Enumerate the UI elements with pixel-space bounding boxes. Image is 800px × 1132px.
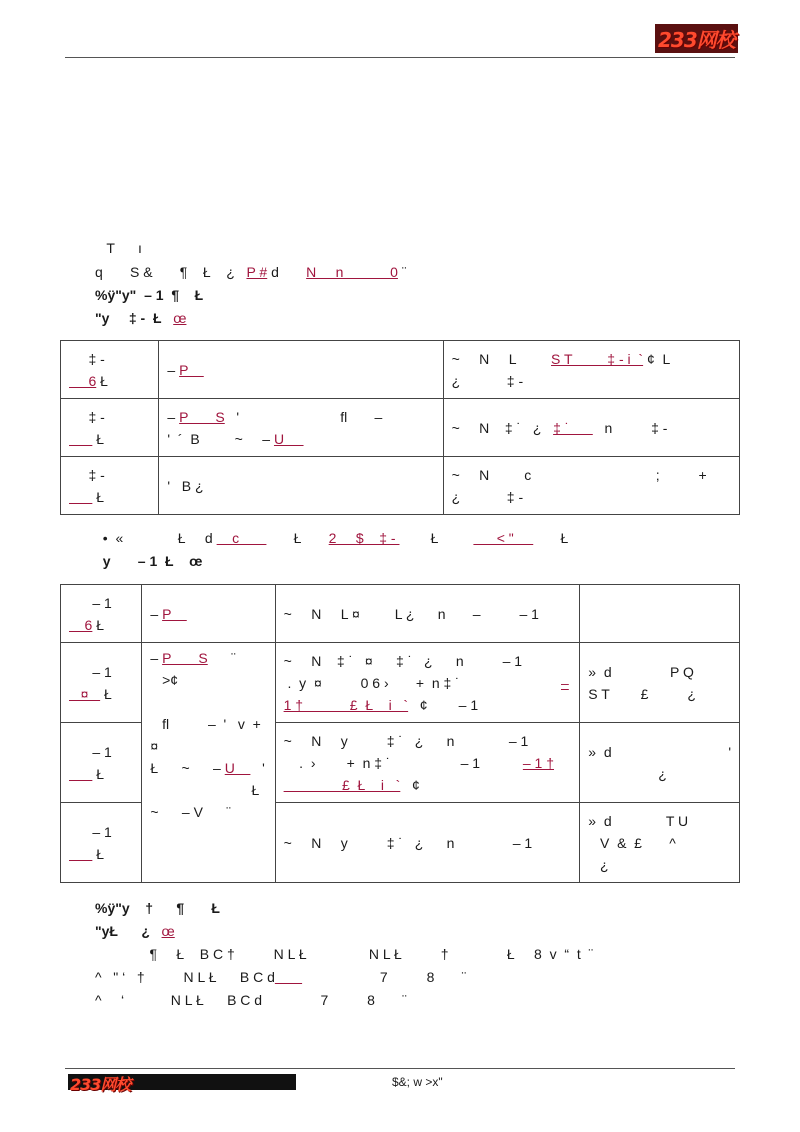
text-span: Ł	[92, 845, 105, 862]
text-span: –	[150, 650, 163, 666]
table-1	[60, 340, 740, 515]
table-cell	[443, 341, 739, 399]
text-span: y – 1 Ł œ	[95, 553, 203, 569]
table-cell	[443, 399, 739, 457]
table-cell	[61, 341, 159, 399]
text-span: ¢ – 1	[408, 696, 479, 713]
table-cell	[580, 723, 740, 803]
text-span: 6	[69, 616, 93, 633]
text-span: %ÿ"y" – 1 ¶ Ł	[95, 287, 204, 303]
text-span: 6	[69, 372, 97, 389]
text-span: ~ N L	[451, 350, 552, 367]
text-line	[95, 969, 466, 985]
text-span: Ł	[92, 765, 105, 782]
text-span: P	[179, 361, 204, 378]
text-line	[95, 264, 407, 280]
text-span: "y ‡ - Ł	[95, 310, 174, 326]
text-span: ~ N y ‡ ˙ ¿ n – 1 . › + n ‡ ˙ – 1	[283, 732, 529, 771]
text-span: ‡ -	[88, 466, 105, 483]
text-span	[69, 846, 92, 862]
table-cell	[61, 399, 159, 457]
text-line	[95, 946, 593, 962]
text-span: ~ N y ‡ ˙ ¿ n – 1	[283, 834, 533, 851]
text-span: T ı	[95, 240, 142, 256]
text-span: –	[167, 361, 180, 378]
text-line	[95, 923, 175, 939]
text-span: q S & ¶ Ł ¿	[95, 264, 247, 280]
text-span: ~ N ‡ ˙ ¤ ‡ ˙ ¿ n – 1 . y ¤ 0 6 › + n ‡ ˙	[283, 652, 523, 691]
text-span: œ	[173, 310, 187, 326]
table-cell	[275, 803, 580, 883]
table-cell	[275, 585, 580, 643]
text-span: "yŁ ¿	[95, 923, 162, 939]
text-span: Ł	[399, 530, 474, 546]
text-line	[95, 900, 220, 916]
text-span: Ł	[96, 372, 108, 389]
text-span: ¶ Ł B C † N L Ł N L Ł † Ł 8 v “ t ¨	[95, 946, 594, 962]
table-cell	[159, 341, 443, 399]
text-span: Ł	[533, 530, 569, 546]
text-span: d	[267, 264, 307, 280]
text-line	[95, 287, 203, 303]
text-span: 1 † £ Ł i `	[283, 696, 409, 713]
table-cell	[61, 585, 142, 643]
text-span: < "	[473, 530, 534, 546]
table-cell	[61, 457, 159, 515]
footer-text: $&; w >x"	[392, 1075, 443, 1089]
text-span: ' B ¿	[167, 477, 204, 494]
text-span: ~ N ‡ ˙ ¿	[451, 419, 554, 436]
text-span: ‡ -	[88, 350, 105, 367]
header-divider	[65, 57, 735, 58]
text-span: ¢ L ¿ ‡ -	[451, 350, 671, 389]
text-span: ~ N L ¤ L ¿ n – – 1	[283, 605, 539, 622]
text-span: – 1	[92, 594, 112, 611]
text-line	[95, 240, 142, 256]
text-span: ¨	[397, 264, 407, 280]
table-cell	[443, 457, 739, 515]
text-span	[69, 489, 92, 505]
text-span	[69, 431, 92, 447]
text-span: c	[216, 530, 267, 546]
table-cell	[159, 457, 443, 515]
text-span: –	[167, 408, 180, 425]
text-span: £ Ł i `	[283, 776, 401, 793]
text-span: U	[224, 760, 251, 776]
footer-divider	[65, 1068, 735, 1069]
text-span: – 1	[92, 663, 112, 680]
table-cell	[580, 803, 740, 883]
table-cell	[61, 723, 142, 803]
text-span: – 1	[92, 743, 112, 760]
table-cell	[159, 399, 443, 457]
text-span	[69, 766, 92, 782]
text-span: • « Ł d	[95, 530, 217, 546]
text-span: –	[150, 605, 163, 622]
text-span: ~ N c ; + ¿ ‡ -	[451, 466, 707, 505]
text-span: %ÿ"y † ¶ Ł	[95, 900, 220, 916]
text-span: » d ' ¿	[588, 743, 731, 782]
table-cell	[275, 723, 580, 803]
text-span: ¢	[400, 776, 420, 793]
table-cell	[142, 643, 275, 883]
text-span: ‡ -	[88, 408, 105, 425]
text-span: Ł	[92, 430, 105, 447]
text-span: ^ " ‘ † N L Ł B C d	[95, 969, 275, 985]
text-span: » d P Q S T £ ¿	[588, 663, 696, 702]
text-span: œ	[161, 923, 175, 939]
table-cell	[61, 643, 142, 723]
table-2	[60, 584, 740, 883]
text-span: P	[162, 605, 187, 622]
footer-logo: 233网校	[70, 1075, 131, 1094]
table-cell	[580, 585, 740, 643]
text-span: Ł	[266, 530, 329, 546]
text-line	[95, 992, 407, 1008]
text-span: – 1 †	[522, 754, 554, 771]
text-span: ‡ ˙	[553, 419, 593, 436]
text-span	[275, 969, 302, 985]
text-span: Ł	[100, 685, 112, 702]
text-span: P S	[179, 408, 225, 425]
text-span: ' fl – ' ´ B ~ –	[167, 408, 383, 447]
table-cell	[61, 803, 142, 883]
table-cell	[142, 585, 275, 643]
text-span: N n 0	[306, 264, 398, 280]
text-span: – 1	[92, 823, 112, 840]
text-line	[95, 310, 186, 326]
text-span: –	[560, 674, 569, 691]
table-cell	[275, 643, 580, 723]
text-span: ¤	[69, 685, 101, 702]
text-span: ^ ‘ N L Ł B C d 7 8 ¨	[95, 992, 407, 1008]
text-span: S T ‡ - i `	[551, 350, 644, 367]
text-span: P S	[162, 650, 208, 666]
text-span: ¨ >¢ fl – ' v + ¤ Ł ~ –	[150, 650, 261, 776]
brand-logo: 233网校	[655, 24, 738, 53]
text-line	[95, 553, 202, 569]
text-span: U	[273, 430, 304, 447]
text-span: Ł	[92, 488, 105, 505]
text-span: 7 8 ¨	[302, 969, 467, 985]
table-cell	[580, 643, 740, 723]
text-span: ' Ł ~ – V ¨	[150, 760, 265, 820]
text-span: » d T U V & £ ^ ¿	[588, 812, 689, 873]
text-span: n ‡ -	[592, 419, 668, 436]
text-span: P #	[246, 264, 268, 280]
text-line	[95, 530, 568, 546]
text-span: Ł	[92, 616, 105, 633]
text-span: 2 $ ‡ -	[328, 530, 400, 546]
